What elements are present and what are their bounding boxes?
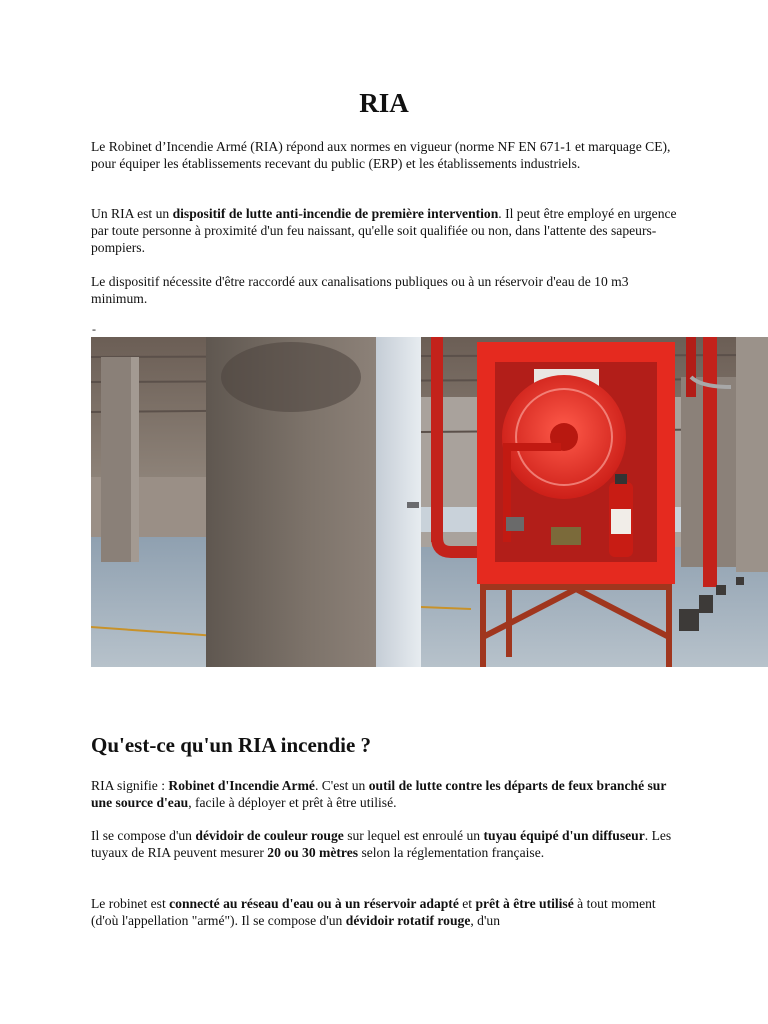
bold-run: connecté au réseau d'eau ou à un réservoir adapté xyxy=(169,896,459,911)
text-run: Un RIA est un xyxy=(91,206,173,221)
fire-hose-cabinet-photo xyxy=(91,337,768,667)
bold-run: dispositif de lutte anti-incendie de première intervention xyxy=(172,206,499,221)
intro-paragraph-2 xyxy=(91,205,681,256)
bold-run: dévidoir de couleur rouge xyxy=(195,828,344,843)
text-run: à tout moment (d'où l'appellation "armé"). Il se compose d'un xyxy=(91,896,656,928)
text-run: . Les tuyaux de RIA peuvent mesurer xyxy=(91,828,672,860)
text-run: Il se compose d'un xyxy=(91,828,196,843)
text-run: et xyxy=(458,896,476,911)
bold-run: Robinet d'Incendie Armé xyxy=(168,778,315,793)
text-run: Le robinet est xyxy=(91,896,170,911)
text-run: sur lequel est enroulé un xyxy=(343,828,484,843)
stray-dash: - xyxy=(92,322,96,336)
intro-paragraph-3: Le dispositif nécessite d'être raccordé aux canalisations publiques ou à un réservoir d'eau de 10 m3 minimum. xyxy=(91,274,629,306)
text-run: RIA signifie : xyxy=(91,778,169,793)
bold-run: prêt à être utilisé xyxy=(475,896,574,911)
page-title: RIA xyxy=(359,88,409,118)
section-heading: Qu'est-ce qu'un RIA incendie ? xyxy=(91,733,372,757)
bold-run: 20 ou 30 mètres xyxy=(267,845,359,860)
intro-paragraph-1: Le Robinet d’Incendie Armé (RIA) répond aux normes en vigueur (norme NF EN 671-1 et marquage CE), pour équiper les établissements recevant du public (ERP) et les établissements industriels. xyxy=(91,139,671,171)
bold-run: outil de lutte contre les départs de feux branché sur une source d'eau xyxy=(91,778,667,810)
section-paragraph-2 xyxy=(91,827,681,861)
bold-run: dévidoir rotatif rouge xyxy=(345,913,471,928)
section-paragraph-3 xyxy=(91,895,681,929)
text-run: selon la réglementation française. xyxy=(358,845,545,860)
bold-run: tuyau équipé d'un diffuseur xyxy=(483,828,645,843)
text-run: . Il peut être employé en urgence par toute personne à proximité d'un feu naissant, qu'elle soit qualifiée ou non, dans l'attente des sapeurs-pompiers. xyxy=(91,206,677,255)
text-run: . C'est un xyxy=(314,778,369,793)
text-run: , d'un xyxy=(470,913,501,928)
text-run: , facile à déployer et prêt à être utilisé. xyxy=(188,795,397,810)
section-paragraph-1 xyxy=(91,777,681,811)
